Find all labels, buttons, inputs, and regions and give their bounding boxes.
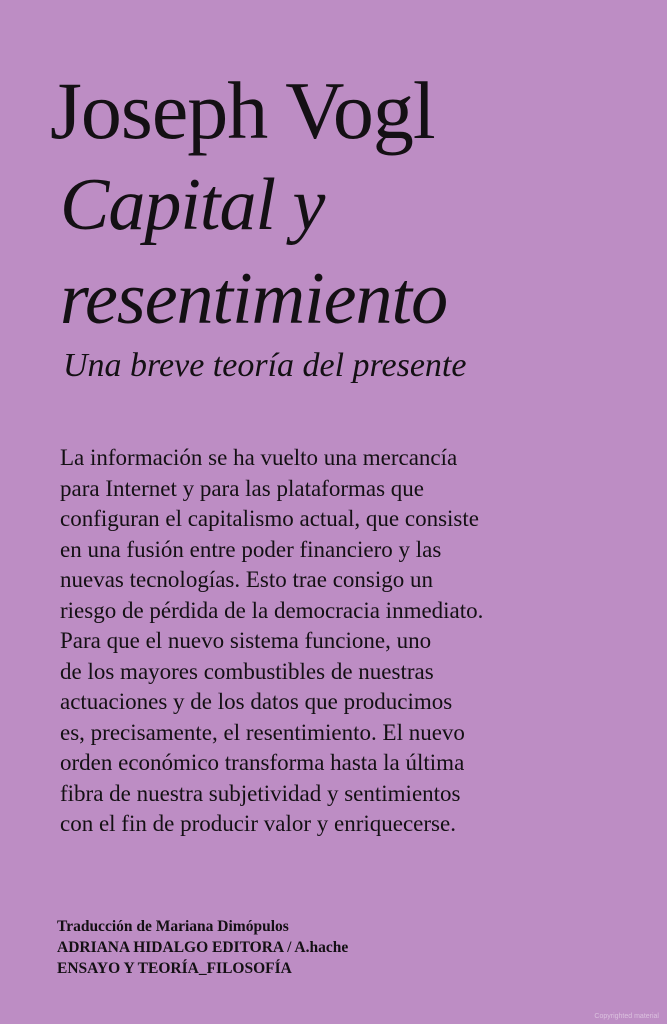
- blurb-line: con el fin de producir valor y enriquecerse.: [60, 811, 456, 836]
- blurb-line: de los mayores combustibles de nuestras: [60, 658, 434, 684]
- publication-credits: [57, 916, 348, 979]
- blurb-line: en una fusión entre poder financiero y las: [60, 536, 442, 562]
- blurb-line: nuevas tecnologías. Esto trae consigo un: [60, 567, 434, 592]
- blurb-line: fibra de nuestra subjetividad y sentimientos: [60, 780, 461, 806]
- title-line: Capital y: [60, 164, 325, 246]
- collection-name: ENSAYO Y TEORÍA_FILOSOFÍA: [57, 960, 292, 977]
- blurb-line: actuaciones y de los datos que producimos: [60, 689, 453, 714]
- title-line: resentimiento: [60, 258, 448, 340]
- blurb-line: Para que el nuevo sistema funcione, uno: [60, 628, 432, 653]
- book-subtitle: Una breve teoría del presente: [63, 347, 467, 384]
- author-name: Joseph Vogl: [50, 65, 435, 156]
- blurb-text: [60, 443, 483, 840]
- publisher-name: ADRIANA HIDALGO EDITORA / A.hache: [57, 939, 349, 956]
- book-title: [60, 158, 447, 346]
- blurb-line: configuran el capitalismo actual, que consiste: [60, 506, 479, 531]
- blurb-line: La información se ha vuelto una mercancía: [60, 445, 458, 470]
- blurb-line: para Internet y para las plataformas que: [60, 475, 424, 501]
- blurb-line: es, precisamente, el resentimiento. El nuevo: [60, 719, 465, 745]
- blurb-line: riesgo de pérdida de la democracia inmediato.: [60, 597, 484, 623]
- translator-credit: Traducción de Mariana Dimópulos: [57, 918, 289, 935]
- copyright-watermark: Copyrighted material: [594, 1013, 659, 1020]
- blurb-line: orden económico transforma hasta la última: [60, 750, 465, 775]
